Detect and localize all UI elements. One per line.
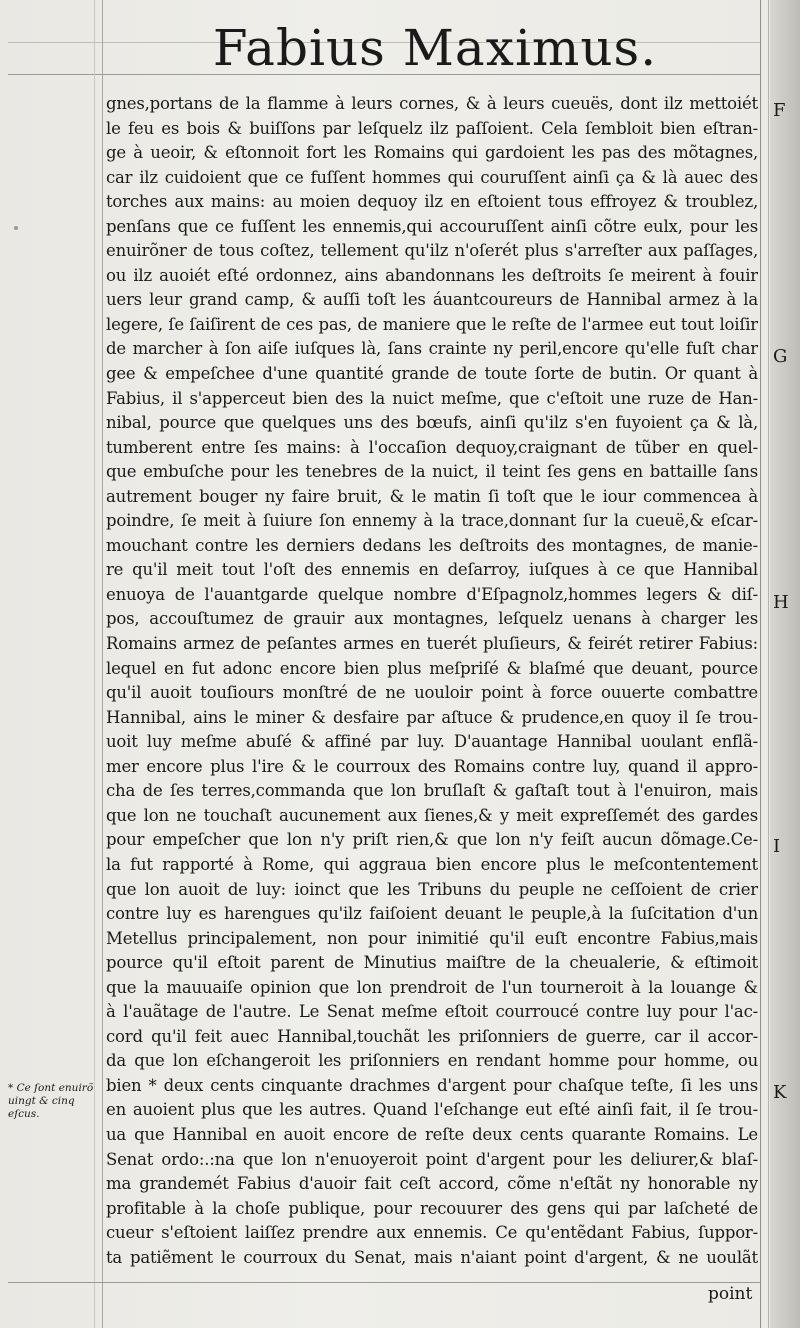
- main-text-block: [106, 92, 758, 1270]
- text-line: ma grandemét Fabius d'auoir fait ceſt accord, cõme n'eſtãt ny honorable ny: [106, 1174, 758, 1194]
- text-line: ou ilz auoiét eſté ordonnez, ains abandonnans les deſtroits ſe meirent à fouir: [106, 265, 758, 285]
- text-line: que lon ne touchaſt aucunement aux ſienes,& y meit expreſſemét des gardes: [106, 805, 758, 825]
- text-line: à l'auãtage de l'autre. Le Senat meſme eſtoit courroucé contre luy pour l'ac-: [106, 1002, 758, 1022]
- footer-rule: [8, 1282, 760, 1283]
- text-line: Romains armez de peſantes armes en tuerét pluſieurs, & feirét retirer Fabius:: [106, 634, 758, 654]
- text-line: cha de ſes terres,commanda que lon bruſlaſt & gaſtaſt tout à l'enuiron, mais: [106, 781, 758, 801]
- margin-rule-left: [102, 0, 103, 1328]
- text-line: penſans que ce fuſſent les ennemis,qui accouruſſent ainſi cõtre eulx, pour les: [106, 216, 758, 236]
- text-line: mouchant contre les derniers dedans les deſtroits des montagnes, de manie-: [106, 535, 758, 555]
- text-line: pource qu'il eſtoit parent de Minutius maiſtre de la cheualerie, & eſtimoit: [106, 953, 758, 973]
- text-line: qu'il auoit touſiours monſtré de ne uouloir point à force ouuerte combattre: [106, 683, 758, 703]
- text-line: autrement bouger ny faire bruit, & le matin ſi toſt que le iour commencea à: [106, 486, 758, 506]
- text-line: Fabius, il s'apperceut bien des la nuict meſme, que c'eſtoit une ruze de Han-: [106, 388, 758, 408]
- margin-rule-outer: [94, 0, 95, 1328]
- text-line: Metellus principalement, non pour inimitié qu'il euſt encontre Fabius,mais: [106, 928, 758, 948]
- text-line: la fut rapporté à Rome, qui aggraua bien encore plus le meſcontentement: [106, 854, 758, 874]
- text-line: ua que Hannibal en auoit encore de reſte deux cents quarante Romains. Le: [106, 1124, 758, 1144]
- text-line: ta patiẽment le courroux du Senat, mais n'aiant point d'argent, & ne uoulãt: [106, 1247, 758, 1267]
- text-line: que la mauuaiſe opinion que lon prendroit de l'un tourneroit à la louange &: [106, 977, 758, 997]
- text-line: enuoya de l'auantgarde quelque nombre d'Eſpagnolz,hommes legers & diſ-: [106, 584, 758, 604]
- text-line: gee & empeſchee d'une quantité grande de toute ſorte de butin. Or quant à: [106, 364, 758, 384]
- text-line: profitable à la choſe publique, pour recouurer des gens qui par laſcheté de: [106, 1198, 758, 1218]
- text-line: bien * deux cents cinquante drachmes d'argent pour chaſque teſte, ſi les uns: [106, 1075, 758, 1095]
- text-line: contre luy es harengues qu'ilz faiſoient deuant le peuple,à la ſuſcitation d'un: [106, 904, 758, 924]
- margin-marker-i: I: [773, 836, 781, 857]
- text-line: que embuſche pour les tenebres de la nuict, il teint ſes gens en battaille ſans: [106, 462, 758, 482]
- margin-marker-k: K: [773, 1082, 787, 1103]
- margin-marker-f: F: [773, 100, 786, 121]
- text-line: gnes,portans de la flamme à leurs cornes, & à leurs cueuës, dont ilz mettoiét: [106, 94, 758, 113]
- margin-marker-h: H: [773, 592, 789, 613]
- paper-speck: [14, 226, 18, 230]
- text-line: enuirõner de tous coſtez, tellement qu'ilz n'oſerét plus s'arreſter aux paſſages,: [106, 241, 758, 261]
- text-line: torches aux mains: au moien dequoy ilz en eſtoient tous effroyez & troublez,: [106, 192, 758, 212]
- text-line: legere, ſe ſaiſirent de ces pas, de maniere que le reſte de l'armee eut tout loiſir: [106, 314, 758, 334]
- text-line: Senat ordo:.:na que lon n'enuoyeroit point d'argent pour les deliurer,& blaſ-: [106, 1149, 758, 1169]
- text-line: cueur s'eſtoient laiſſez prendre aux ennemis. Ce qu'entẽdant Fabius, ſuppor-: [106, 1223, 758, 1243]
- text-line: en auoient plus que les autres. Quand l'eſchange eut eſté ainſi fait, il ſe trou-: [106, 1100, 758, 1120]
- text-line: le feu es bois & buiſſons par leſquelz ilz paſſoient. Cela ſembloit bien eſtran-: [106, 118, 758, 138]
- margin-marker-g: G: [773, 346, 788, 367]
- text-line: ge à ueoir, & eſtonnoit fort les Romains qui gardoient les pas des mõtagnes,: [106, 143, 758, 163]
- text-line: uoit luy meſme abuſé & affiné par luy. D'auantage Hannibal uoulant enflã-: [106, 732, 758, 752]
- text-line: de marcher à ſon aiſe iuſques là, ſans crainte ny peril,encore qu'elle fuſt char: [106, 339, 758, 359]
- text-line: nibal, pource que quelques uns des bœufs, ainſi qu'ilz s'en fuyoient ça & là,: [106, 413, 758, 433]
- text-line: uers leur grand camp, & auſſi toſt les áuantcoureurs de Hannibal armez à la: [106, 290, 758, 310]
- text-line: tumberent entre ſes mains: à l'occaſion dequoy,craignant de tũber en quel-: [106, 437, 758, 457]
- margin-rule-right: [760, 0, 761, 1328]
- text-line: lequel en fut adonc encore bien plus meſpriſé & blaſmé que deuant, pource: [106, 658, 758, 678]
- text-line: que lon auoit de luy: ioinct que les Tribuns du peuple ne ceſſoient de crier: [106, 879, 758, 899]
- text-line: pos, accouſtumez de grauir aux montagnes, leſquelz uenans à charger les: [106, 609, 758, 629]
- text-line: pour empeſcher que lon n'y priſt rien,& que lon n'y feiſt aucun dõmage.Ce-: [106, 830, 758, 850]
- margin-sidenote: * Ce ſont enuirõ uingt & cinq eſcus.: [8, 1082, 94, 1120]
- text-line: mer encore plus l'ire & le courroux des Romains contre luy, quand il appro-: [106, 756, 758, 776]
- text-line: cord qu'il feit auec Hannibal,touchãt les priſonniers de guerre, car il accor-: [106, 1026, 758, 1046]
- catchword: point: [708, 1284, 753, 1304]
- running-title: Fabius Maximus.: [212, 19, 658, 77]
- text-line: re qu'il meit tout l'oſt des ennemis en deſarroy, iuſques à ce que Hannibal: [106, 560, 758, 580]
- margin-rule-right-outer: [768, 0, 769, 1328]
- text-line: da que lon eſchangeroit les priſonniers en rendant homme pour homme, ou: [106, 1051, 758, 1071]
- page-gutter: [770, 0, 800, 1328]
- text-line: car ilz cuidoient que ce fuſſent hommes qui couruſſent ainſi ça & là auec des: [106, 167, 758, 187]
- text-line: poindre, ſe meit à ſuiure ſon ennemy à la trace,donnant ſur la cueuë,& eſcar-: [106, 511, 758, 531]
- text-line: Hannibal, ains le miner & desfaire par aſtuce & prudence,en quoy il ſe trou-: [106, 707, 758, 727]
